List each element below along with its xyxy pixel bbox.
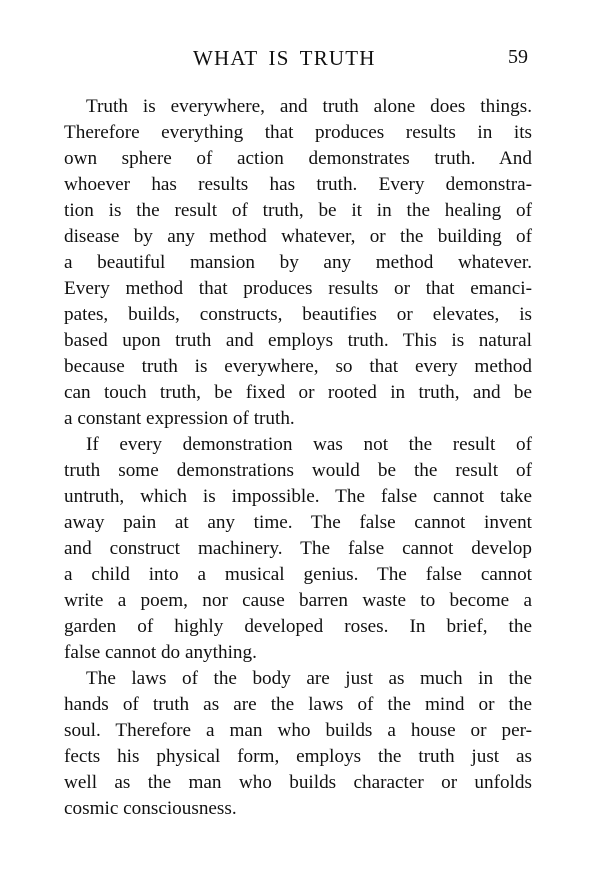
paragraph: [64, 94, 532, 432]
text-line: Every method that produces results or that emanci-: [64, 278, 532, 299]
text-line: pates, builds, constructs, beautifies or elevates, is: [64, 304, 532, 325]
text-line: hands of truth as are the laws of the mind or the: [64, 694, 532, 715]
page-number: 59: [508, 46, 528, 68]
text-line: write a poem, nor cause barren waste to become a: [64, 590, 532, 611]
text-line: a child into a musical genius. The false cannot: [64, 564, 532, 585]
text-line: disease by any method whatever, or the building of: [64, 226, 532, 247]
chapter-title: WHAT IS TRUTH: [193, 46, 376, 70]
text-line: tion is the result of truth, be it in the healing of: [64, 200, 532, 221]
text-line: and construct machinery. The false cannot develop: [64, 538, 532, 559]
text-line: If every demonstration was not the result of: [86, 434, 532, 455]
running-head: [0, 46, 600, 76]
text-line: untruth, which is impossible. The false cannot take: [64, 486, 532, 507]
text-line: Truth is everywhere, and truth alone does things.: [86, 96, 532, 117]
text-line: whoever has results has truth. Every demonstra-: [64, 174, 532, 195]
text-line: based upon truth and employs truth. This is natural: [64, 330, 532, 351]
paragraph: [64, 432, 532, 666]
text-line: false cannot do anything.: [64, 642, 257, 663]
paragraph: [64, 666, 532, 822]
text-line: can touch truth, be fixed or rooted in truth, and be: [64, 382, 532, 403]
text-line: truth some demonstrations would be the result of: [64, 460, 532, 481]
text-line: The laws of the body are just as much in the: [86, 668, 532, 689]
text-line: soul. Therefore a man who builds a house or per-: [64, 720, 532, 741]
text-line: well as the man who builds character or unfolds: [64, 772, 532, 793]
text-line: because truth is everywhere, so that every method: [64, 356, 532, 377]
text-line: fects his physical form, employs the truth just as: [64, 746, 532, 767]
body-text: [64, 94, 532, 822]
text-line: cosmic consciousness.: [64, 798, 237, 819]
text-line: Therefore everything that produces results in its: [64, 122, 532, 143]
text-line: a constant expression of truth.: [64, 408, 295, 429]
text-line: a beautiful mansion by any method whatever.: [64, 252, 532, 273]
text-line: away pain at any time. The false cannot invent: [64, 512, 532, 533]
text-line: own sphere of action demonstrates truth. And: [64, 148, 532, 169]
text-line: garden of highly developed roses. In brief, the: [64, 616, 532, 637]
